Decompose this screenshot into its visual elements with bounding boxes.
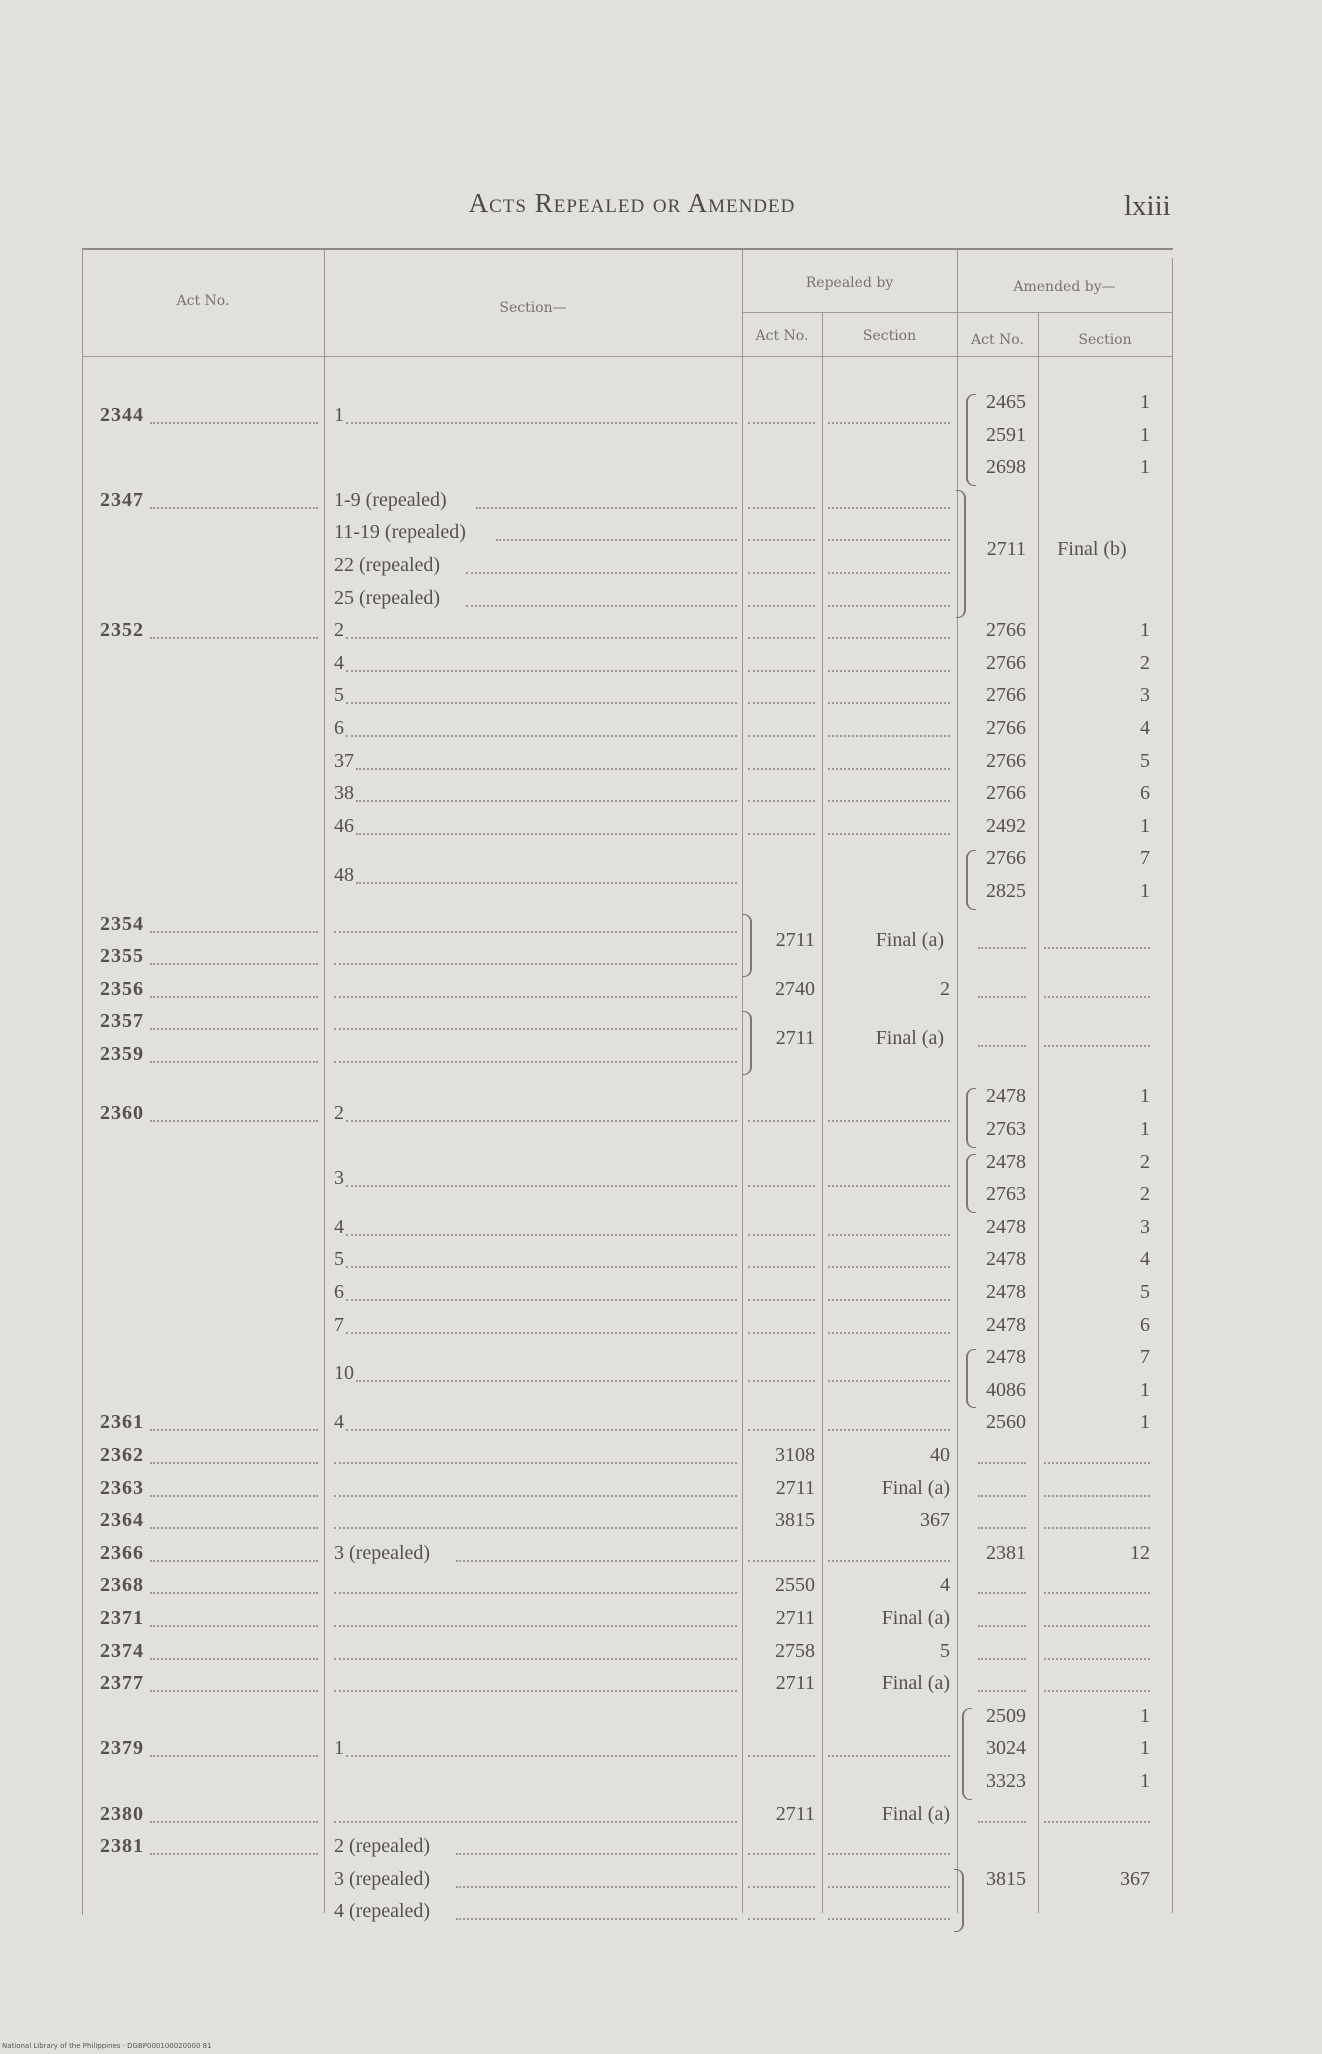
leader-dots: [828, 1560, 950, 1562]
leader-dots: [748, 1918, 815, 1920]
amended-by-act: 2825: [986, 880, 1026, 902]
leader-dots: [828, 1234, 950, 1236]
section-number: 1: [334, 404, 344, 427]
leader-dots: [150, 963, 318, 965]
act-number: 2355: [100, 945, 144, 968]
leader-dots: [150, 1462, 318, 1464]
leader-dots: [1044, 1495, 1150, 1497]
section-number: 7: [334, 1313, 344, 1336]
leader-dots: [476, 507, 737, 509]
section-number: 6: [334, 1280, 344, 1303]
col-divider: [324, 250, 325, 1913]
repealed-by-section: Final (a): [881, 1672, 950, 1695]
amended-by-act: 2766: [986, 847, 1026, 870]
header-amended-by: Amended by—: [1013, 279, 1116, 295]
leader-dots: [496, 539, 737, 541]
leader-dots: [150, 1821, 318, 1823]
header-rep-section: Section: [862, 328, 917, 344]
section-number: 3 (repealed): [334, 1541, 431, 1564]
header-rep-act-no: Act No.: [755, 328, 809, 344]
leader-dots: [828, 1185, 950, 1187]
repealed-by-section: Final (a): [881, 1606, 950, 1629]
leader-dots: [748, 422, 815, 424]
amended-by-section: 1: [1140, 1704, 1150, 1727]
leader-dots: [978, 1625, 1026, 1627]
act-number: 2357: [100, 1010, 144, 1033]
leader-dots: [978, 1527, 1026, 1529]
leader-dots: [150, 1061, 318, 1063]
amended-by-act: 2763: [986, 1117, 1026, 1140]
act-number: 2359: [100, 1043, 144, 1065]
leader-dots: [150, 1592, 318, 1594]
leader-dots: [748, 507, 815, 509]
leader-dots: [1044, 1690, 1150, 1692]
repealed-by-section: 4: [940, 1574, 950, 1597]
leader-dots: [1044, 1821, 1150, 1823]
amended-by-act: 2492: [986, 814, 1026, 837]
leader-dots: [748, 768, 815, 770]
leader-dots: [456, 1560, 737, 1562]
leader-dots: [978, 1495, 1026, 1497]
leader-dots: [334, 1625, 737, 1627]
header-repealed-by: Repealed by: [805, 275, 894, 291]
leader-dots: [978, 1462, 1026, 1464]
amended-by-act: 2766: [986, 749, 1026, 772]
leader-dots: [1044, 1462, 1150, 1464]
act-number: 2380: [100, 1802, 144, 1825]
amended-by-section: 1: [1140, 1411, 1150, 1434]
amended-by-act: 4086: [986, 1378, 1026, 1401]
amended-by-act: 2766: [986, 782, 1026, 805]
leader-dots: [150, 1429, 318, 1431]
leader-dots: [828, 670, 950, 672]
leader-dots: [334, 1658, 737, 1660]
section-number: 48: [334, 863, 354, 886]
leader-dots: [150, 1853, 318, 1855]
leader-dots: [828, 572, 950, 574]
brace: [966, 394, 976, 486]
act-number: 2381: [100, 1835, 144, 1858]
amended-by-section: 2: [1140, 1150, 1150, 1173]
repealed-by-act: 2758: [775, 1639, 815, 1662]
leader-dots: [356, 768, 737, 770]
leader-dots: [748, 702, 815, 704]
leader-dots: [150, 1755, 318, 1757]
leader-dots: [456, 1853, 737, 1855]
section-number: 3 (repealed): [334, 1867, 431, 1890]
amended-by-act: 2766: [986, 717, 1026, 739]
leader-dots: [748, 1429, 815, 1431]
section-number: 4 (repealed): [334, 1900, 431, 1923]
brace: [954, 1869, 964, 1932]
repealed-by-act: 2711: [775, 1802, 815, 1825]
leader-dots: [346, 702, 737, 704]
act-number: 2360: [100, 1101, 144, 1124]
leader-dots: [748, 1234, 815, 1236]
repealed-by-act: 2711: [775, 928, 815, 951]
leader-dots: [466, 605, 737, 607]
section-number: 2: [334, 619, 344, 642]
leader-dots: [334, 963, 737, 965]
section-number: 38: [334, 782, 354, 805]
leader-dots: [456, 1886, 737, 1888]
leader-dots: [748, 539, 815, 541]
leader-dots: [828, 637, 950, 639]
act-number: 2347: [100, 488, 144, 511]
amended-by-section: 1: [1140, 1117, 1150, 1140]
col-divider: [1172, 258, 1173, 1913]
repealed-by-section: Final (a): [875, 928, 944, 951]
leader-dots: [748, 1120, 815, 1122]
leader-dots: [828, 1429, 950, 1431]
leader-dots: [748, 1299, 815, 1301]
leader-dots: [978, 1658, 1026, 1660]
section-number: 11-19 (repealed): [334, 521, 466, 544]
leader-dots: [978, 1045, 1026, 1047]
header-rule: [82, 356, 1172, 357]
amended-by-act: 2560: [986, 1411, 1026, 1434]
amended-by-act: 2478: [986, 1280, 1026, 1303]
amended-by-section: 5: [1140, 1280, 1150, 1303]
act-number: 2344: [100, 404, 144, 427]
section-number: 5: [334, 1248, 344, 1271]
leader-dots: [828, 800, 950, 802]
amended-by-section: 1: [1140, 423, 1150, 446]
section-number: 6: [334, 717, 344, 739]
repealed-by-act: 2711: [775, 1476, 815, 1499]
leader-dots: [334, 1028, 737, 1030]
act-number: 2379: [100, 1737, 144, 1760]
leader-dots: [828, 1332, 950, 1334]
leader-dots: [346, 1755, 737, 1757]
amended-by-act: 2591: [986, 423, 1026, 446]
leader-dots: [150, 1120, 318, 1122]
amended-by-act: 2509: [986, 1704, 1026, 1727]
amended-by-act: 2766: [986, 684, 1026, 707]
leader-dots: [828, 1380, 950, 1382]
amended-by-section: 1: [1140, 1737, 1150, 1760]
act-number: 2361: [100, 1411, 144, 1434]
page-number: lxiii: [1124, 190, 1171, 222]
brace: [956, 490, 966, 618]
repealed-by-act: 2711: [775, 1026, 815, 1049]
act-number: 2371: [100, 1606, 144, 1629]
leader-dots: [150, 1658, 318, 1660]
repealed-by-act: 2740: [775, 977, 815, 1000]
section-number: 1-9 (repealed): [334, 488, 447, 511]
leader-dots: [346, 670, 737, 672]
header-rule: [742, 312, 1172, 313]
section-number: 10: [334, 1362, 354, 1385]
leader-dots: [1044, 1045, 1150, 1047]
leader-dots: [748, 670, 815, 672]
act-number: 2363: [100, 1476, 144, 1499]
act-number: 2362: [100, 1443, 144, 1466]
repealed-by-section: 40: [930, 1443, 950, 1466]
leader-dots: [828, 1299, 950, 1301]
act-number: 2374: [100, 1639, 144, 1662]
leader-dots: [150, 507, 318, 509]
amended-by-act: 2478: [986, 1313, 1026, 1336]
amended-by-section: 1: [1140, 391, 1150, 413]
leader-dots: [334, 996, 737, 998]
amended-by-act: 2465: [986, 391, 1026, 413]
col-divider: [822, 312, 823, 1913]
amended-by-act: 2478: [986, 1346, 1026, 1369]
amended-by-section: 1: [1140, 1085, 1150, 1108]
leader-dots: [748, 1560, 815, 1562]
amended-by-section: 1: [1140, 814, 1150, 837]
header-section: Section—: [499, 300, 567, 316]
amended-by-section: 4: [1140, 1248, 1150, 1271]
amended-by-section: 7: [1140, 1346, 1150, 1369]
leader-dots: [748, 1266, 815, 1268]
amended-by-act: 2763: [986, 1183, 1026, 1206]
act-number: 2354: [100, 912, 144, 935]
table-frame: [82, 248, 1173, 1915]
leader-dots: [346, 637, 737, 639]
leader-dots: [1044, 1658, 1150, 1660]
brace: [966, 1154, 976, 1213]
amended-by-section: 2: [1140, 1183, 1150, 1206]
leader-dots: [748, 833, 815, 835]
amended-by-act: 3815: [986, 1867, 1026, 1890]
leader-dots: [748, 1185, 815, 1187]
header-act-no: Act No.: [176, 293, 230, 309]
leader-dots: [828, 507, 950, 509]
repealed-by-section: 2: [940, 977, 950, 1000]
brace: [962, 1708, 972, 1800]
leader-dots: [828, 833, 950, 835]
leader-dots: [1044, 947, 1150, 949]
leader-dots: [748, 1332, 815, 1334]
leader-dots: [466, 572, 737, 574]
amended-by-section: 367: [1120, 1867, 1150, 1890]
leader-dots: [828, 702, 950, 704]
act-number: 2356: [100, 977, 144, 1000]
repealed-by-section: 367: [920, 1509, 950, 1532]
amended-by-act: 2478: [986, 1150, 1026, 1173]
amended-by-section: 1: [1140, 880, 1150, 902]
repealed-by-section: Final (a): [881, 1802, 950, 1825]
amended-by-section: 3: [1140, 684, 1150, 707]
section-number: 25 (repealed): [334, 586, 441, 609]
leader-dots: [356, 882, 737, 884]
leader-dots: [346, 1266, 737, 1268]
leader-dots: [828, 605, 950, 607]
amended-by-section: 1: [1140, 619, 1150, 642]
section-number: 4: [334, 1411, 344, 1434]
act-number: 2377: [100, 1672, 144, 1695]
leader-dots: [150, 1625, 318, 1627]
leader-dots: [828, 735, 950, 737]
leader-dots: [346, 1332, 737, 1334]
col-divider: [1038, 312, 1039, 1913]
leader-dots: [346, 1429, 737, 1431]
leader-dots: [828, 1918, 950, 1920]
repealed-by-section: Final (a): [875, 1026, 944, 1049]
leader-dots: [978, 947, 1026, 949]
section-number: 5: [334, 684, 344, 707]
leader-dots: [456, 1918, 737, 1920]
leader-dots: [346, 1299, 737, 1301]
leader-dots: [334, 1592, 737, 1594]
repealed-by-act: 3815: [775, 1509, 815, 1532]
leader-dots: [334, 1527, 737, 1529]
leader-dots: [978, 996, 1026, 998]
section-number: 2 (repealed): [334, 1835, 431, 1858]
header-amd-section: Section: [1078, 332, 1132, 348]
amended-by-section: 5: [1140, 749, 1150, 772]
amended-by-section: 12: [1130, 1541, 1150, 1564]
leader-dots: [1044, 996, 1150, 998]
amended-by-act: 2766: [986, 651, 1026, 674]
leader-dots: [150, 637, 318, 639]
amended-by-act: 2381: [986, 1541, 1026, 1564]
amended-by-act: 3024: [986, 1737, 1026, 1760]
leader-dots: [334, 1821, 737, 1823]
section-number: 22 (repealed): [334, 554, 441, 576]
leader-dots: [828, 1886, 950, 1888]
amended-by-section: 1: [1140, 1378, 1150, 1401]
act-number: 2366: [100, 1541, 144, 1564]
amended-by-section: Final (b): [1057, 537, 1127, 560]
leader-dots: [334, 931, 737, 933]
brace: [966, 1088, 976, 1147]
leader-dots: [828, 422, 950, 424]
repealed-by-section: 5: [940, 1639, 950, 1662]
amended-by-section: 6: [1140, 782, 1150, 805]
leader-dots: [748, 800, 815, 802]
leader-dots: [150, 1028, 318, 1030]
col-divider: [742, 250, 743, 1913]
leader-dots: [356, 833, 737, 835]
leader-dots: [356, 1380, 737, 1382]
amended-by-act: 2478: [986, 1085, 1026, 1108]
leader-dots: [748, 637, 815, 639]
amended-by-section: 4: [1140, 717, 1150, 739]
leader-dots: [828, 539, 950, 541]
leader-dots: [346, 1185, 737, 1187]
leader-dots: [356, 800, 737, 802]
section-number: 37: [334, 749, 354, 772]
leader-dots: [150, 996, 318, 998]
act-number: 2352: [100, 619, 144, 642]
amended-by-act: 2478: [986, 1215, 1026, 1238]
act-number: 2368: [100, 1574, 144, 1597]
leader-dots: [828, 1120, 950, 1122]
repealed-by-act: 2711: [775, 1672, 815, 1695]
section-number: 4: [334, 651, 344, 674]
leader-dots: [346, 735, 737, 737]
amended-by-act: 3323: [986, 1769, 1026, 1792]
leader-dots: [828, 768, 950, 770]
footer-note: National Library of the Philippines · DGBP000100020000 81: [2, 2042, 212, 2050]
leader-dots: [748, 735, 815, 737]
amended-by-act: 2698: [986, 456, 1026, 479]
leader-dots: [748, 1886, 815, 1888]
leader-dots: [1044, 1625, 1150, 1627]
leader-dots: [748, 1853, 815, 1855]
repealed-by-act: 2550: [775, 1574, 815, 1597]
leader-dots: [828, 1755, 950, 1757]
amended-by-section: 1: [1140, 456, 1150, 479]
amended-by-section: 1: [1140, 1769, 1150, 1792]
leader-dots: [334, 1495, 737, 1497]
leader-dots: [828, 1266, 950, 1268]
leader-dots: [978, 1690, 1026, 1692]
leader-dots: [334, 1061, 737, 1063]
amended-by-act: 2478: [986, 1248, 1026, 1271]
leader-dots: [150, 1495, 318, 1497]
leader-dots: [1044, 1592, 1150, 1594]
leader-dots: [978, 1821, 1026, 1823]
leader-dots: [150, 1690, 318, 1692]
section-number: 2: [334, 1101, 344, 1124]
amended-by-section: 6: [1140, 1313, 1150, 1336]
repealed-by-section: Final (a): [881, 1476, 950, 1499]
leader-dots: [1044, 1527, 1150, 1529]
brace: [966, 1349, 976, 1408]
section-number: 3: [334, 1166, 344, 1189]
leader-dots: [748, 605, 815, 607]
leader-dots: [978, 1592, 1026, 1594]
amended-by-section: 7: [1140, 847, 1150, 870]
amended-by-act: 2711: [986, 537, 1026, 560]
brace: [966, 850, 976, 909]
act-number: 2364: [100, 1509, 144, 1532]
amended-by-section: 2: [1140, 651, 1150, 674]
leader-dots: [828, 1853, 950, 1855]
leader-dots: [346, 1234, 737, 1236]
leader-dots: [748, 1380, 815, 1382]
leader-dots: [150, 422, 318, 424]
amended-by-section: 3: [1140, 1215, 1150, 1238]
page-title: Acts Repealed or Amended: [468, 188, 796, 218]
leader-dots: [748, 1755, 815, 1757]
leader-dots: [346, 422, 737, 424]
repealed-by-act: 2711: [775, 1606, 815, 1629]
section-number: 46: [334, 814, 354, 837]
amended-by-act: 2766: [986, 619, 1026, 642]
leader-dots: [150, 1560, 318, 1562]
section-number: 1: [334, 1737, 344, 1760]
leader-dots: [150, 931, 318, 933]
repealed-by-act: 3108: [775, 1443, 815, 1466]
header-amd-act-no: Act No.: [971, 332, 1024, 348]
leader-dots: [334, 1462, 737, 1464]
leader-dots: [150, 1527, 318, 1529]
section-number: 4: [334, 1215, 344, 1238]
leader-dots: [346, 1120, 737, 1122]
leader-dots: [334, 1690, 737, 1692]
leader-dots: [748, 572, 815, 574]
